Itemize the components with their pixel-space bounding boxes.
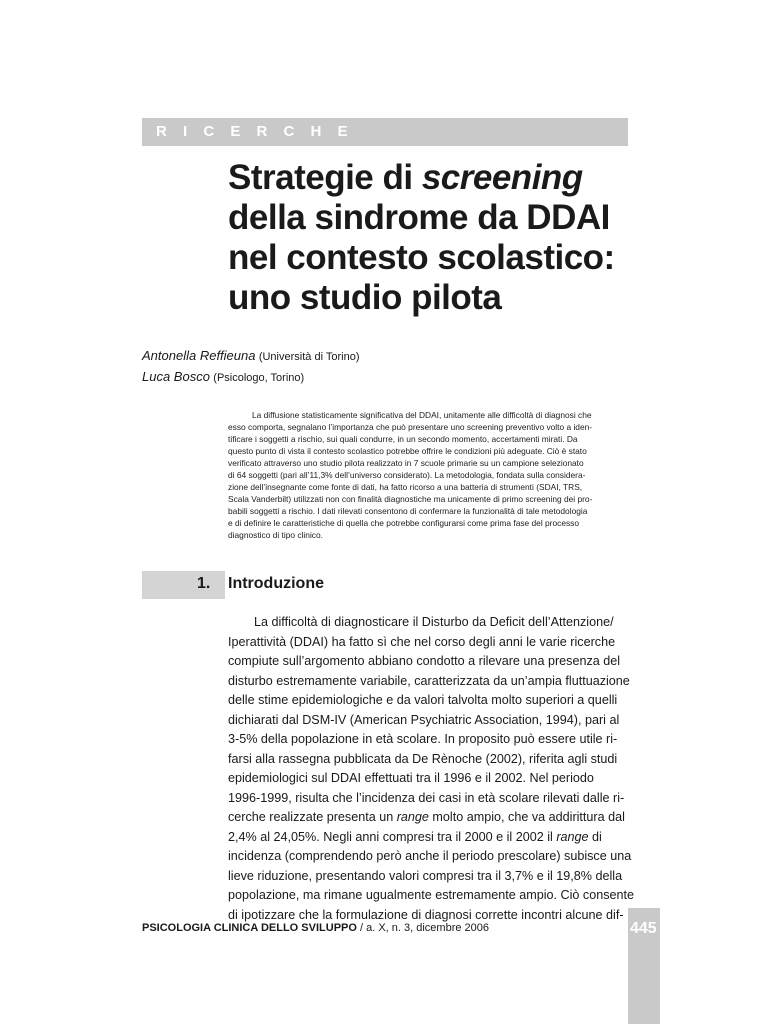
title-line-1 [228, 158, 648, 198]
body-line [228, 828, 628, 848]
section-heading: Introduzione [228, 575, 324, 592]
page-number: 445 [630, 920, 657, 937]
author-name: Luca Bosco [142, 369, 210, 384]
author-list [142, 346, 360, 388]
title-line-4: uno studio pilota [228, 278, 502, 317]
abstract-line: La diffusione statisticamente significativa del DDAI, unitamente alle difficoltà di diagnosi che [252, 410, 592, 420]
body-line: 3-5% della popolazione in età scolare. In proposito può essere utile ri- [228, 732, 618, 746]
body-line: farsi alla rassegna pubblicata da De Rènoche (2002), riferita agli studi [228, 751, 618, 766]
body-line: lieve riduzione, presentando valori compresi tra il 3,7% e il 19,8% della [228, 868, 623, 883]
author-affiliation: (Psicologo, Torino) [213, 372, 305, 384]
body-paragraph [228, 613, 635, 925]
body-italic-term: range [556, 829, 589, 844]
body-line: di ipotizzare che la formulazione di diagnosi corrette incontri alcune dif- [228, 907, 624, 922]
section-label: R I C E R C H E [156, 123, 354, 140]
body-line: incidenza (comprendendo però anche il periodo prescolare) subisce una [228, 849, 632, 863]
body-line: disturbo estremamente variabile, caratterizzata da un’ampia fluttuazione [228, 673, 630, 688]
body-line: compiute sull’argomento abbiano condotto a rilevare una presenza del [228, 654, 621, 668]
body-line: dichiarati dal DSM-IV (American Psychiatric Association, 1994), pari al [228, 712, 620, 727]
body-text-segment: di [588, 829, 602, 844]
body-line: popolazione, ma rimane ugualmente estremamente ampio. Ciò consente [228, 888, 635, 902]
article-title [228, 158, 648, 318]
section-number: 1. [197, 575, 211, 592]
abstract-line: e di definire le caratteristiche di quella che potrebbe configurarsi come prima fase del processo [228, 518, 580, 528]
abstract [228, 409, 628, 541]
body-line: La difficoltà di diagnosticare il Disturbo da Deficit dell’Attenzione/ [254, 615, 614, 629]
section-header-band [142, 118, 628, 146]
title-line-3: nel contesto scolastico: [228, 238, 615, 277]
body-text-segment: molto ampio, che va addirittura dal [428, 810, 625, 824]
author-row [142, 346, 360, 367]
abstract-line: diagnostico di tipo clinico. [228, 530, 323, 540]
body-line [228, 808, 628, 828]
heading-number-band [142, 571, 225, 599]
page-number-tab [628, 908, 660, 1024]
journal-issue: / a. X, n. 3, dicembre 2006 [356, 922, 489, 934]
abstract-line: questo punto di vista il contesto scolastico potrebbe offrire le condizioni più adeguate. Ciò è stato [228, 446, 587, 456]
body-line: 1996-1999, risulta che l’incidenza dei casi in età scolare rilevati dalle ri- [228, 790, 625, 805]
abstract-line: Scala Vanderbilt) utilizzati non con finalità diagnostiche ma unicamente di primo screening dei pro- [228, 494, 593, 504]
abstract-line: zione dell’insegnante come fonte di dati, ha fatto ricorso a una batteria di strumenti (SDAI, TRS, [228, 482, 583, 492]
journal-name: PSICOLOGIA CLINICA DELLO SVILUPPO [142, 922, 357, 934]
body-line: Iperattività (DDAI) ha fatto sì che nel corso degli anni le varie ricerche [228, 634, 616, 649]
abstract-line: verificato attraverso uno studio pilota realizzato in 7 scuole primarie su un campione selezionato [228, 458, 584, 468]
author-affiliation: (Università di Torino) [258, 351, 360, 363]
author-name: Antonella Reffieuna [142, 348, 256, 363]
abstract-line: babili soggetti a rischio. I dati rilevati consentono di confermare la funzionalità di tale metodologia [228, 506, 588, 516]
body-text-segment: cerche realizzate presenta un [228, 810, 397, 824]
abstract-line: esso comporta, segnalano l’importanza che può presentare uno screening preventivo volto a iden- [228, 422, 593, 432]
body-line: delle stime epidemiologiche e da valori talvolta molto superiori a quelli [228, 693, 618, 707]
body-text-segment: 2,4% al 24,05%. Negli anni compresi tra il 2000 e il 2002 il [228, 829, 557, 844]
author-row [142, 367, 360, 388]
abstract-line: di 64 soggetti (pari all’11,3% dell’universo considerato). La metodologia, fondata sulla considera- [228, 470, 586, 480]
page-footer [142, 922, 489, 934]
body-line: epidemiologici sul DDAI effettuati tra il 1996 e il 2002. Nel periodo [228, 771, 594, 785]
title-text: Strategie di [228, 158, 422, 197]
title-line-2: della sindrome da DDAI [228, 198, 610, 237]
body-italic-term: range [396, 810, 429, 824]
abstract-line: tificare i soggetti a rischio, sui quali condurre, in un secondo momento, accertamenti mirati. Da [228, 434, 578, 444]
title-italic-word: screening [421, 158, 583, 197]
